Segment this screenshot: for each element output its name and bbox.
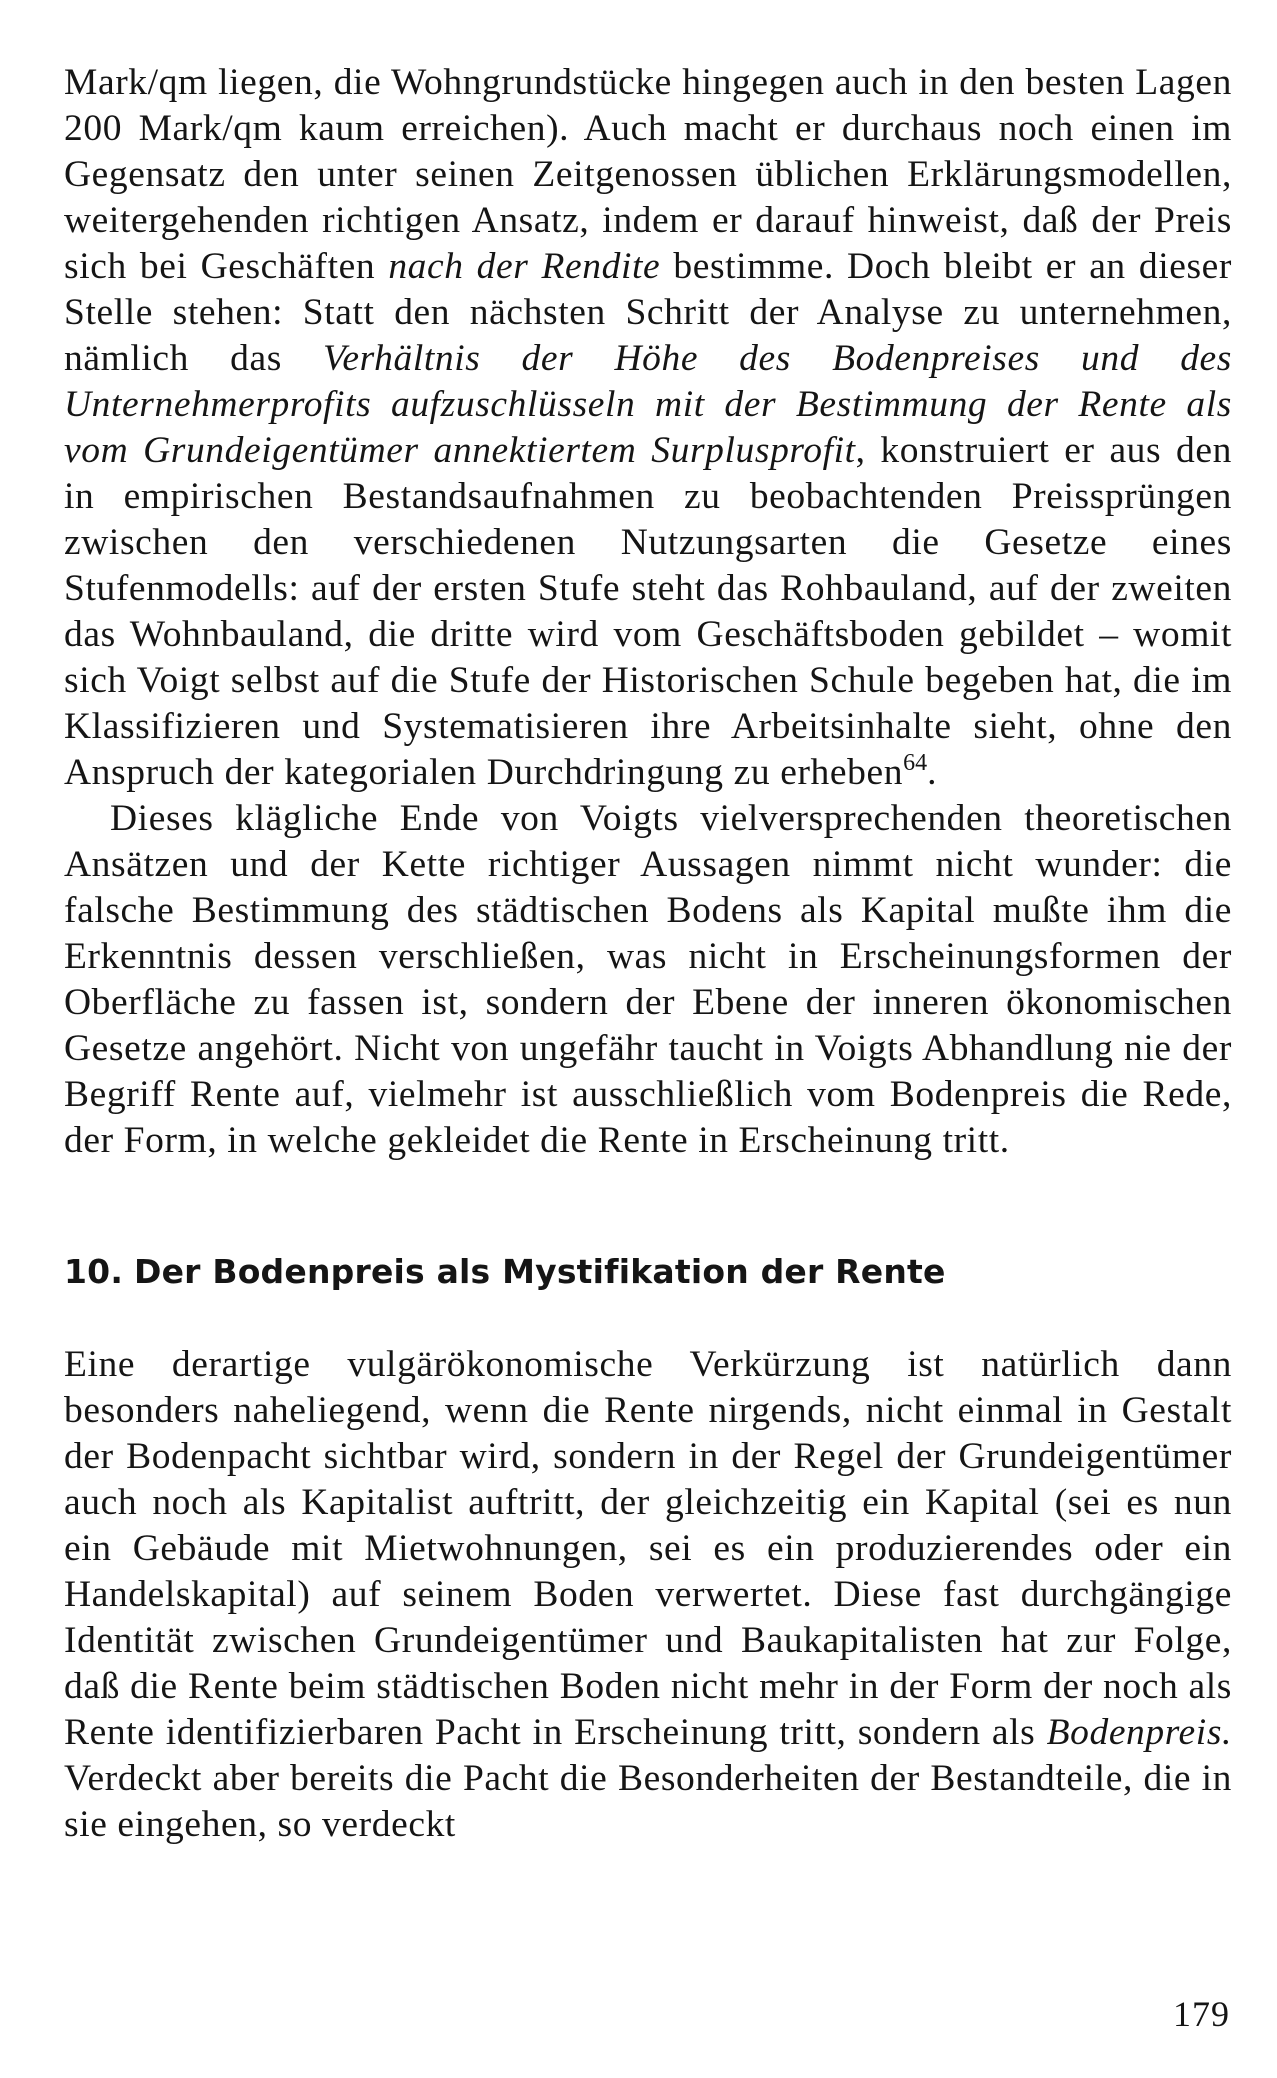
body-paragraph-2	[64, 796, 1232, 1164]
italic-emphasis: Verhältnis der Höhe des Bodenpreises und des Unternehmerprofits aufzuschlüsseln mit der Bestimmung der Rente als vom Grundeigentümer annektiertem Surplusprofit	[64, 338, 1232, 471]
section-heading	[64, 1250, 1232, 1294]
paragraph-text: Eine derartige vulgärökonomische Verkürzung ist natürlich dann besonders naheliegend, wenn die Rente nirgends, nicht einmal in Gestalt der Bodenpacht sichtbar wird, sondern in der Regel der Grundeigentümer auch noch als Kapitalist auftritt, der gleichzeitig ein Kapital (sei es nun ein Gebäude mit Mietwohnungen, sei es ein produzierendes oder ein Handelskapital) auf seinem Boden verwertet. Diese fast durchgängige Identität zwischen Grundeigentümer und Baukapitalisten hat zur Folge, daß die Rente beim städtischen Boden nicht mehr in der Form der noch als Rente identifizierbaren Pacht in Erscheinung tritt, sondern als	[64, 1344, 1232, 1753]
section-number: 10.	[64, 1252, 124, 1291]
paragraph-text: Verdeckt aber bereits die Pacht die Besonderheiten der Bestandteile, die in sie eingehen, so verdeckt	[64, 1758, 1232, 1845]
body-paragraph-3	[64, 1342, 1232, 1848]
italic-emphasis: Bodenpreis.	[1046, 1712, 1232, 1753]
paragraph-text: bestimme. Doch bleibt er an dieser Stelle stehen: Statt den nächsten Schritt der Analyse zu unternehmen, nämlich das	[64, 246, 1233, 379]
section-title: Der Bodenpreis als Mystifikation der Rente	[134, 1252, 946, 1291]
body-paragraph-1	[64, 60, 1232, 796]
page-body	[64, 60, 1232, 1848]
paragraph-text: Mark/qm liegen, die Wohngrundstücke hingegen auch in den besten Lagen 200 Mark/qm kaum erreichen). Auch macht er durchaus noch einen im Gegensatz den unter seinen Zeitgenossen üblichen Erklärungsmodellen, weitergehenden richtigen Ansatz, indem er darauf hinweist, daß der Preis sich bei Geschäften	[64, 62, 1232, 287]
paragraph-text: .	[927, 752, 938, 793]
italic-emphasis: nach der Rendite	[388, 246, 661, 287]
paragraph-text: , konstruiert er aus den in empirischen Bestandsaufnahmen zu beobachtenden Preissprüngen zwischen den verschiedenen Nutzungsarten die Gesetze eines Stufenmodells: auf der ersten Stufe steht das Rohbauland, auf der zweiten das Wohnbauland, die dritte wird vom Geschäftsboden gebildet – womit sich Voigt selbst auf die Stufe der Historischen Schule begeben hat, die im Klassifizieren und Systematisieren ihre Arbeitsinhalte sieht, ohne den Anspruch der kategorialen Durchdringung zu erheben	[64, 430, 1232, 793]
footnote-reference: 64	[903, 750, 928, 776]
paragraph-text: Dieses klägliche Ende von Voigts vielversprechenden theoretischen Ansätzen und der Kette richtiger Aussagen nimmt nicht wunder: die falsche Bestimmung des städtischen Bodens als Kapital mußte ihm die Erkenntnis dessen verschließen, was nicht in Erscheinungsformen der Oberfläche zu fassen ist, sondern der Ebene der inneren ökonomischen Gesetze angehört. Nicht von ungefähr taucht in Voigts Abhandlung nie der Begriff Rente auf, vielmehr ist ausschließlich vom Bodenpreis die Rede, der Form, in welche gekleidet die Rente in Erscheinung tritt.	[64, 798, 1232, 1161]
page-number: 179	[1173, 1994, 1230, 2034]
